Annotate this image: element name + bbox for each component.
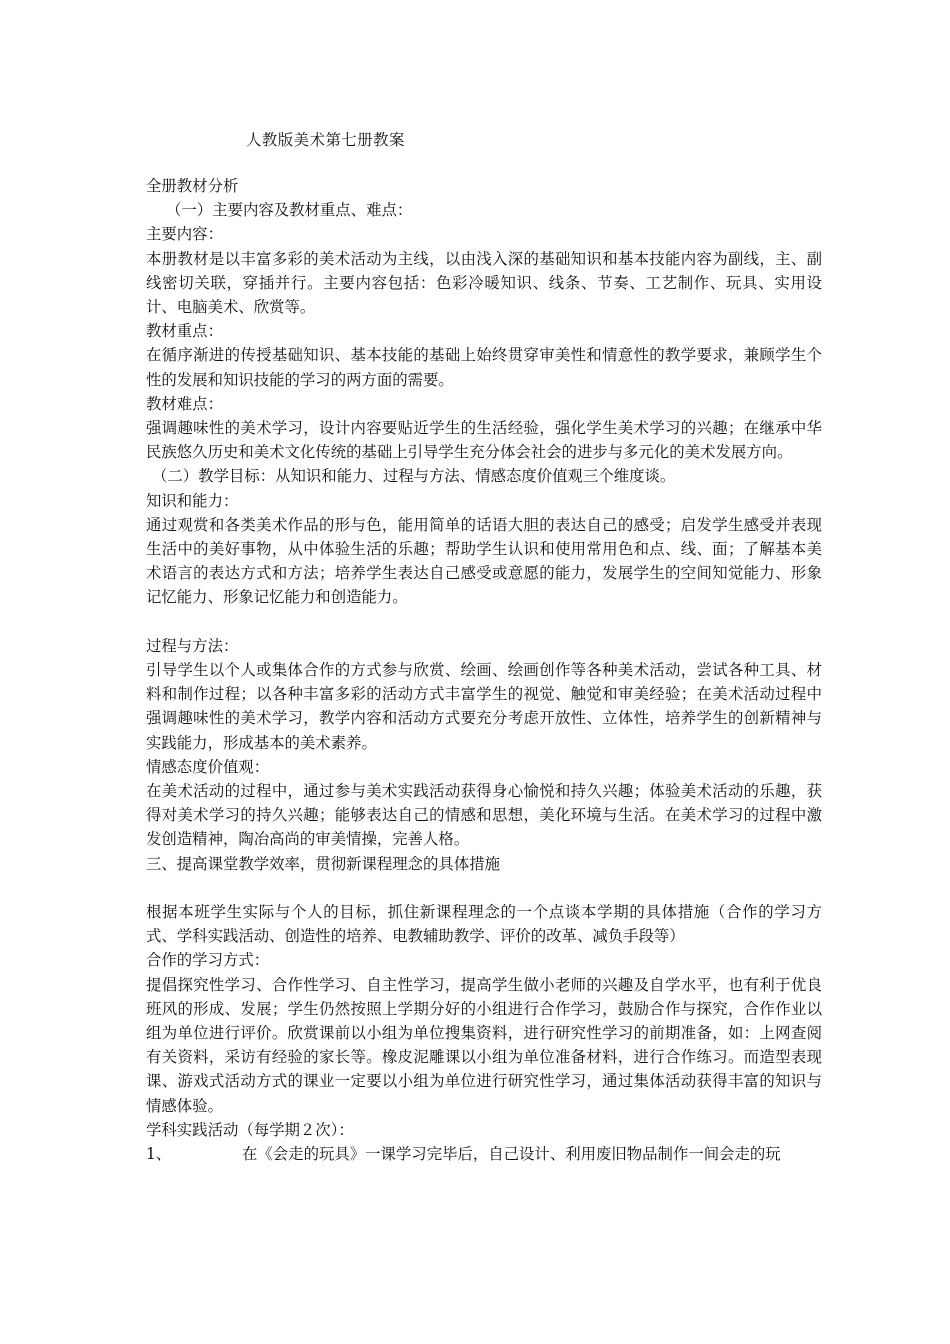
list-number: 1、 [146, 1145, 172, 1164]
label-difficulties: 教材难点： [146, 394, 223, 413]
label-key-points: 教材重点： [146, 322, 223, 341]
subsection-heading: （一）主要内容及教材重点、难点： [166, 201, 413, 220]
document-body [146, 174, 822, 1166]
paragraph-measures: 根据本班学生实际与个人的目标，抓住新课程理念的一个点谈本学期的具体措施（合作的学习方式、学科实践活动、创造性的培养、电教辅助教学、评价的改革、减负手段等） [146, 903, 822, 946]
paragraph-difficulties: 强调趣味性的美术学习，设计内容要贴近学生的生活经验，强化学生美术学习的兴趣；在继承中华民族悠久历史和美术文化传统的基础上引导学生充分体会社会的进步与多元化的美术发展方向。 [146, 419, 822, 462]
label-attitude: 情感态度价值观： [146, 757, 270, 776]
label-main-content: 主要内容： [146, 225, 223, 244]
list-item-text: 在《会走的玩具》一课学习完毕后，自己设计、利用废旧物品制作一间会走的玩 [242, 1145, 781, 1164]
paragraph-cooperative: 提倡探究性学习、合作性学习、自主性学习，提高学生做小老师的兴趣及自学水平，也有利于优良班风的形成、发展；学生仍然按照上学期分好的小组进行合作学习，鼓励合作与探究，合作作业以组为单位进行评价。欣赏课前以小组为单位搜集资料，进行研究性学习的前期准备，如：上网查阅有关资料，采访有经验的家长等。橡皮泥雕课以小组为单位准备材料，进行合作练习。而造型表现课、游戏式活动方式的课业一定要以小组为单位进行研究性学习，通过集体活动获得丰富的知识与情感体验。 [146, 975, 822, 1115]
paragraph-key-points: 在循序渐进的传授基础知识、基本技能的基础上始终贯穿审美性和情意性的教学要求，兼顾学生个性的发展和知识技能的学习的两方面的需要。 [146, 346, 822, 389]
document-title: 人教版美术第七册教案 [246, 131, 405, 149]
subsection-heading-goals: （二）教学目标：从知识和能力、过程与方法、情感态度价值观三个维度谈。 [152, 467, 676, 486]
label-practice: 学科实践活动（每学期２次）： [146, 1120, 354, 1139]
paragraph-attitude: 在美术活动的过程中，通过参与美术实践活动获得身心愉悦和持久兴趣；体验美术活动的乐趣，获得对美术学习的持久兴趣；能够表达自己的情感和思想，美化环境与生活。在美术学习的过程中激发创造精神，陶冶高尚的审美情操，完善人格。 [146, 782, 822, 849]
label-cooperative: 合作的学习方式： [146, 951, 270, 970]
paragraph-knowledge: 通过观赏和各类美术作品的形与色，能用简单的话语大胆的表达自己的感受；启发学生感受并表现生活中的美好事物，从中体验生活的乐趣；帮助学生认识和使用常用色和点、线、面；了解基本美术语言的表达方式和方法；培养学生表达自己感受或意愿的能力，发展学生的空间知觉能力、形象记忆能力、形象记忆能力和创造能力。 [146, 515, 822, 607]
label-knowledge: 知识和能力： [146, 491, 239, 510]
label-process: 过程与方法： [146, 636, 239, 655]
section-heading: 全册教材分析 [146, 177, 239, 195]
blank-line [146, 610, 822, 634]
blank-line [146, 876, 822, 900]
paragraph-process: 引导学生以个人或集体合作的方式参与欣赏、绘画、绘画创作等各种美术活动，尝试各种工具、材料和制作过程；以各种丰富多彩的活动方式丰富学生的视觉、触觉和审美经验；在美术活动过程中强调趣味性的美术学习，教学内容和活动方式要充分考虑开放性、立体性，培养学生的创新精神与实践能力，形成基本的美术素养。 [146, 661, 822, 752]
list-item [146, 1142, 822, 1166]
section-heading-measures: 三、提高课堂教学效率，贯彻新课程理念的具体措施 [146, 854, 500, 873]
paragraph-main-content: 本册教材是以丰富多彩的美术活动为主线，以由浅入深的基础知识和基本技能内容为副线，主、副线密切关联，穿插并行。主要内容包括：色彩冷暖知识、线条、节奏、工艺制作、玩具、实用设计、电脑美术、欣赏等。 [146, 249, 822, 317]
